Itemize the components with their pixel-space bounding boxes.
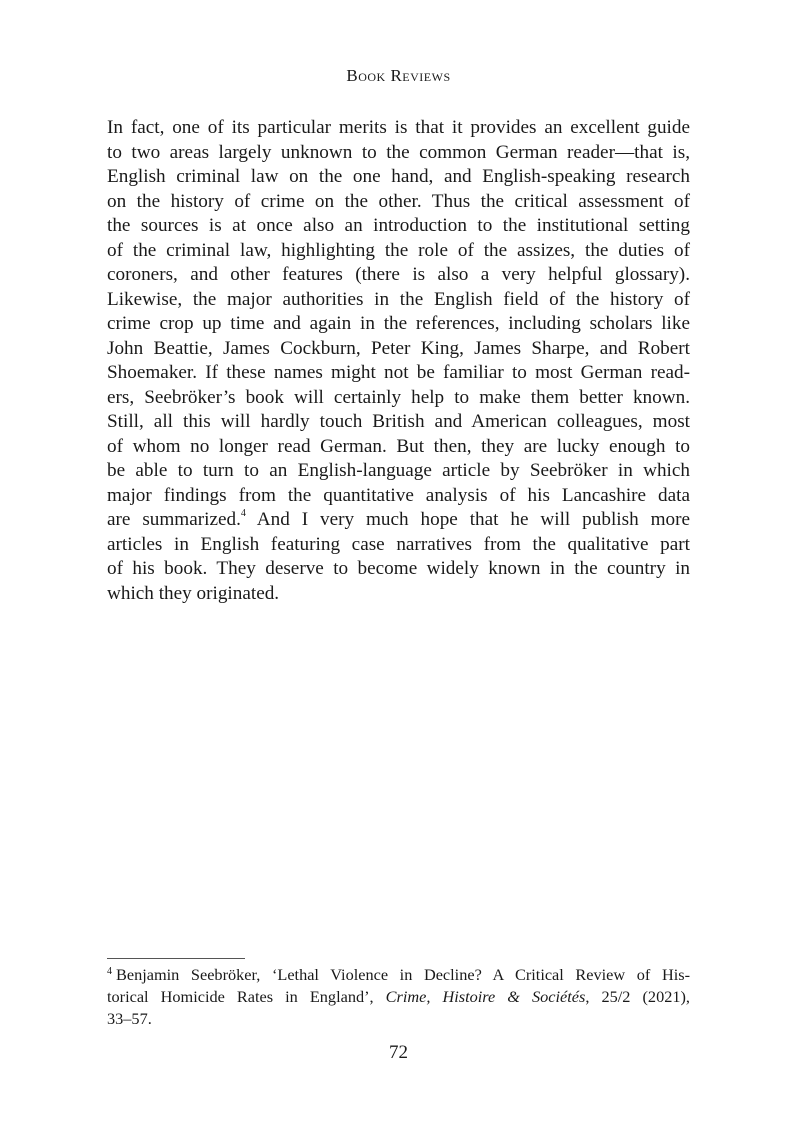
footnote <box>107 964 690 1030</box>
text-line: Shoemaker. If these names might not be familiar to most German read- <box>107 362 690 383</box>
text-segment: are summarized. <box>107 509 241 530</box>
text-line: which they originated. <box>107 582 280 604</box>
text-line: to two areas largely unknown to the common German reader—that is, <box>107 141 690 163</box>
text-segment: And I very much hope that he will publish more <box>245 509 690 530</box>
footnote-divider <box>107 958 245 959</box>
text-line: the sources is at once also an introduction to the institutional setting <box>107 215 690 236</box>
text-line: of the criminal law, highlighting the role of the assizes, the duties of <box>107 239 690 261</box>
footnote-line: 33–57. <box>107 1009 152 1028</box>
text-line: on the history of crime on the other. Thus the critical assessment of <box>107 190 690 212</box>
text-line-with-note <box>107 508 690 533</box>
page-number: 72 <box>389 1042 408 1063</box>
journal-title: Crime, Histoire & Sociétés <box>385 987 586 1006</box>
body-paragraph <box>107 116 690 606</box>
running-head: Book Reviews <box>346 66 451 85</box>
text-line: Likewise, the major authorities in the English field of the history of <box>107 288 690 310</box>
footnote-text: torical Homicide Rates in England’, <box>107 987 386 1006</box>
footnote-reference[interactable]: 4 <box>240 507 246 519</box>
footnote-line <box>107 986 690 1008</box>
text-line: of whom no longer read German. But then, they are lucky enough to <box>107 435 690 457</box>
text-line: major findings from the quantitative analysis of his Lancashire data <box>107 484 690 506</box>
text-line: be able to turn to an English-language article by Seebröker in which <box>107 460 690 481</box>
text-line: English criminal law on the one hand, and English-speaking research <box>107 166 690 187</box>
footnote-text: Benjamin Seebröker, ‘Lethal Violence in Decline? A Critical Review of His- <box>116 965 690 984</box>
text-line: of his book. They deserve to become widely known in the country in <box>107 558 690 579</box>
text-line: crime crop up time and again in the references, including scholars like <box>107 313 690 334</box>
footnote-line <box>107 964 690 986</box>
text-line: ers, Seebröker’s book will certainly help to make them better known. <box>107 386 690 408</box>
text-line: John Beattie, James Cockburn, Peter King, James Sharpe, and Robert <box>107 337 690 359</box>
footnote-text: , 25/2 (2021), <box>585 987 690 1006</box>
text-line: In fact, one of its particular merits is that it provides an excellent guide <box>107 117 690 138</box>
text-line: articles in English featuring case narratives from the qualitative part <box>107 533 690 555</box>
text-line: coroners, and other features (there is also a very helpful glossary). <box>107 264 690 285</box>
text-line: Still, all this will hardly touch British and American colleagues, most <box>107 411 690 432</box>
footnote-number: 4 <box>107 965 112 977</box>
